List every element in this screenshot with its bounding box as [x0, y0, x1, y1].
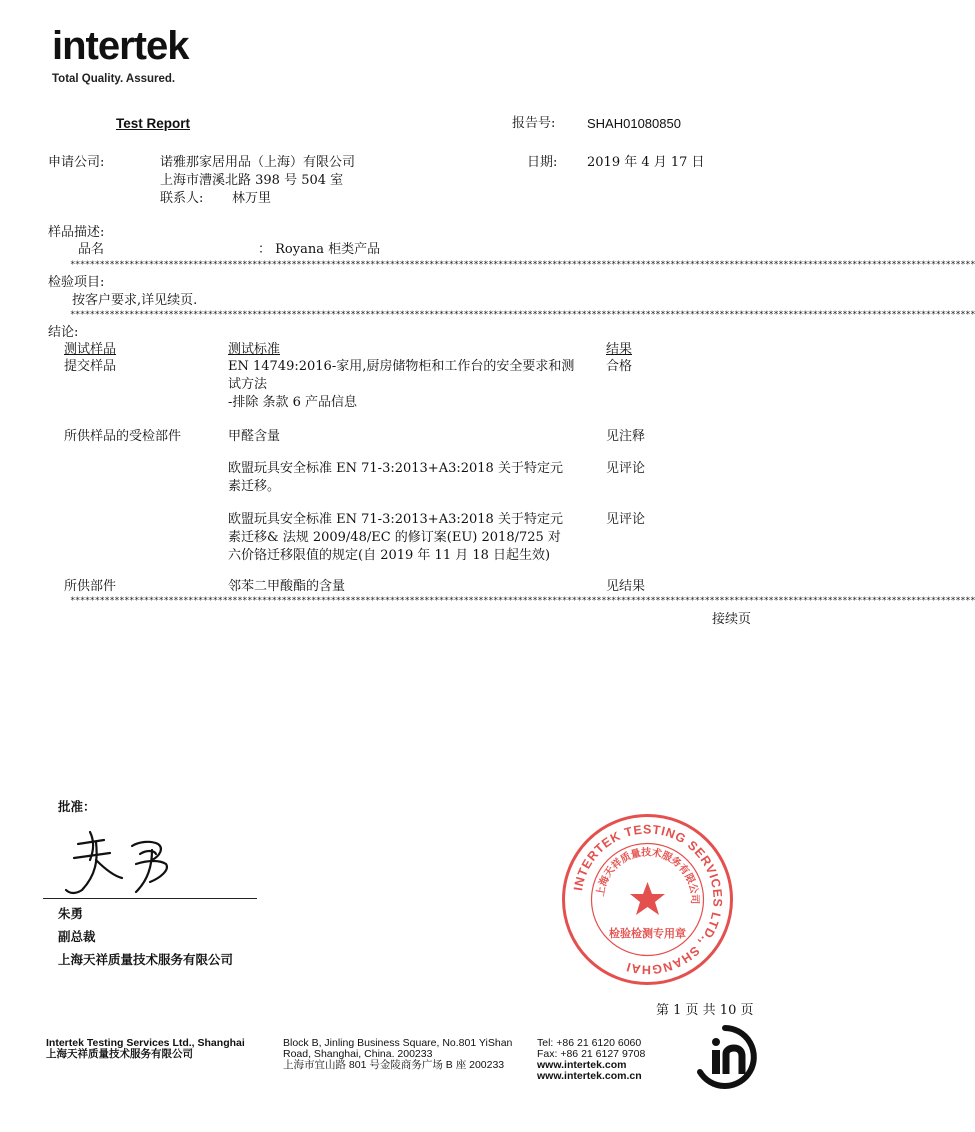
report-no-label: 报告号:: [512, 116, 556, 131]
sample-label: 样品描述:: [48, 225, 105, 240]
page-number: 第 1 页 共 10 页: [656, 1003, 754, 1018]
logo-tagline: Total Quality. Assured.: [52, 73, 176, 85]
footer-tel: Tel: +86 21 6120 6060: [537, 1037, 642, 1049]
footer-web-1[interactable]: www.intertek.com: [537, 1059, 627, 1071]
row-standard: 欧盟玩具安全标准 EN 71-3:2013+A3:2018 关于特定元素迁移& 法规 2009/48/EC 的修订案(EU) 2018/725 对六价铬迁移限值的规定(自 2019 年 11 月 18 日起生效): [228, 512, 563, 563]
approval-label: 批准：: [58, 800, 96, 814]
row-standard-note: -排除 条款 6 产品信息: [228, 395, 358, 410]
row-standard: EN 14749:2016-家用,厨房储物柜和工作台的安全要求和测试方法: [228, 359, 575, 392]
intertek-badge-icon: [692, 1024, 758, 1090]
approver-company: 上海天祥质量技术服务有限公司: [58, 953, 234, 967]
col-header-standard: 测试标准: [228, 342, 281, 357]
intertek-logo: intertek: [52, 24, 189, 68]
signature: [60, 820, 190, 900]
row-result: 合格: [606, 359, 633, 374]
star-divider: ****************************************************************************************************************************************************************************************: [70, 596, 975, 606]
applicant-label: 申请公司:: [48, 155, 105, 170]
row-standard: 欧盟玩具安全标准 EN 71-3:2013+A3:2018 关于特定元素迁移。: [228, 461, 563, 494]
sample-name-value: ： Royana 柜类产品: [258, 242, 381, 257]
star-divider: ****************************************************************************************************************************************************************************************: [70, 260, 975, 270]
test-items-label: 检验项目:: [48, 275, 105, 290]
approver-name: 朱勇: [58, 907, 84, 921]
applicant-company: 诺雅那家居用品（上海）有限公司: [160, 155, 356, 170]
col-header-sample: 测试样品: [64, 342, 117, 357]
report-no: SHAH01080850: [587, 116, 681, 131]
test-items-text: 按客户要求,详见续页.: [72, 293, 198, 308]
footer-address-2: Road, Shanghai, China. 200233: [283, 1048, 433, 1060]
footer-company-cn: 上海天祥质量技术服务有限公司: [46, 1048, 193, 1060]
contact-label: 联系人:: [160, 191, 204, 206]
svg-text:检验检测专用章: 检验检测专用章: [609, 927, 686, 940]
footer-fax: Fax: +86 21 6127 9708: [537, 1048, 646, 1060]
company-seal: [560, 812, 735, 987]
row-sample: 所供部件: [64, 579, 117, 594]
conclusion-label: 结论:: [48, 325, 79, 340]
svg-text:上海天祥质量技术服务有限公司: 上海天祥质量技术服务有限公司: [595, 847, 700, 905]
row-standard: 甲醛含量: [228, 429, 281, 444]
row-result: 见注释: [606, 429, 646, 444]
date-label: 日期:: [527, 155, 558, 170]
report-date: 2019 年 4 月 17 日: [587, 155, 705, 170]
footer-company-en: Intertek Testing Services Ltd., Shanghai: [46, 1037, 245, 1049]
row-result: 见评论: [606, 461, 646, 476]
footer-web-2[interactable]: www.intertek.com.cn: [537, 1070, 642, 1082]
row-result: 见结果: [606, 579, 646, 594]
signature-line: [43, 898, 257, 899]
row-sample: 所供样品的受检部件: [64, 429, 182, 444]
sample-name-label: 品名: [78, 242, 105, 257]
row-standard: 邻苯二甲酸酯的含量: [228, 579, 346, 594]
footer-address-1: Block B, Jinling Business Square, No.801 YiShan: [283, 1037, 513, 1049]
continued-note: 接续页: [712, 612, 752, 627]
contact-name: 林万里: [232, 191, 272, 206]
row-sample: 提交样品: [64, 359, 117, 374]
star-divider: ****************************************************************************************************************************************************************************************: [70, 310, 975, 320]
row-result: 见评论: [606, 512, 646, 527]
svg-text:INTERTEK TESTING SERVICES LTD.: INTERTEK TESTING SERVICES LTD., SHANGHAI: [571, 822, 725, 977]
col-header-result: 结果: [606, 342, 633, 357]
report-title: Test Report: [116, 116, 191, 131]
approver-title: 副总裁: [58, 930, 96, 944]
applicant-address: 上海市漕溪北路 398 号 504 室: [160, 173, 344, 188]
footer-address-3: 上海市宜山路 801 号金陵商务广场 B 座 200233: [283, 1059, 505, 1071]
